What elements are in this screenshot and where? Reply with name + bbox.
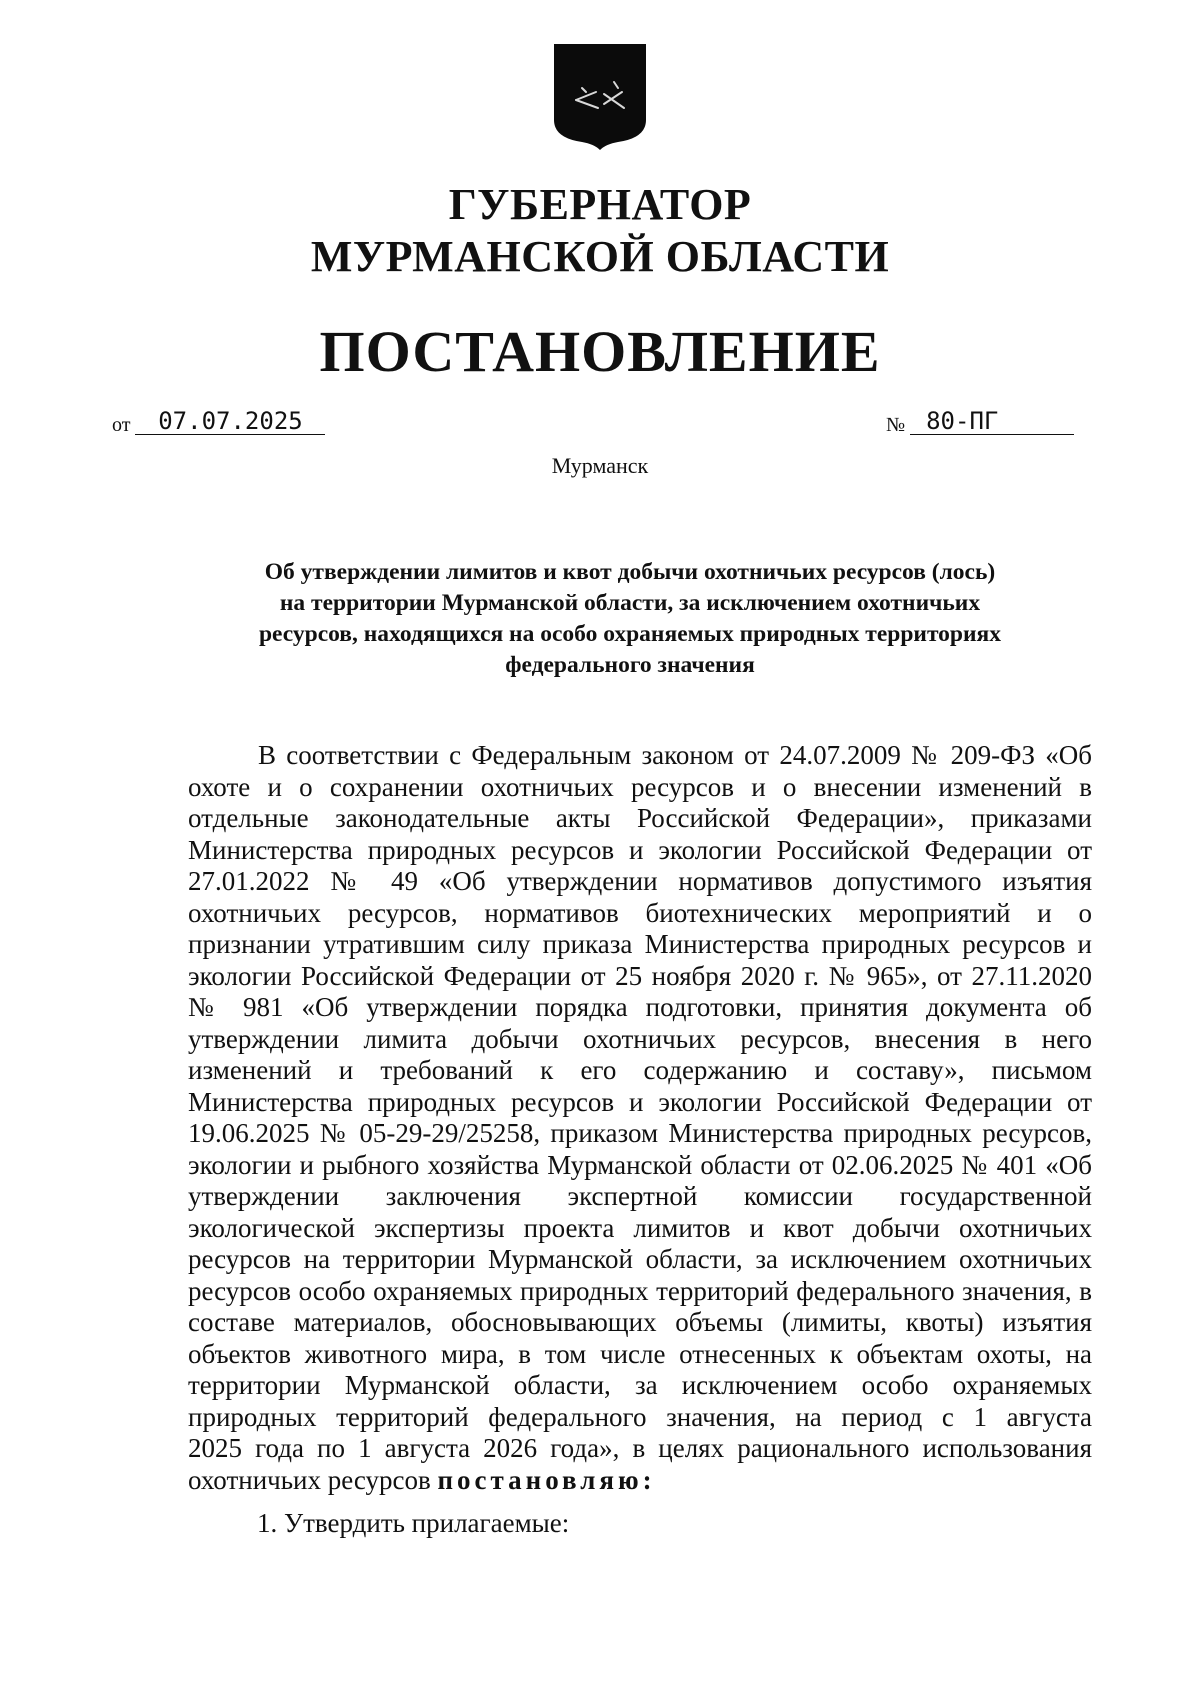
body-line: Министерства природных ресурсов и экологии Российской Федерации от <box>188 834 1092 865</box>
body-line: ресурсов на территории Мурманской области, за исключением охотничьих <box>188 1244 1092 1274</box>
number-field <box>886 408 1074 440</box>
body-line: утверждении заключения экспертной комиссии государственной <box>188 1181 1092 1211</box>
body-line: № 981 «Об утверждении порядка подготовки, принятия документа об <box>188 992 1092 1022</box>
coat-of-arms-emblem <box>552 42 648 152</box>
body-line: признании утратившим силу приказа Министерства природных ресурсов и <box>188 929 1092 959</box>
body-line: природных территорий федерального значения, на период с 1 августа <box>188 1401 1092 1432</box>
decree-word: постановляю: <box>437 1464 656 1495</box>
body-line: территории Мурманской области, за исключением особо охраняемых <box>188 1370 1092 1400</box>
subject-line: на территории Мурманской области, за исключением охотничьих <box>279 590 981 616</box>
body-line: охотничьих ресурсов, нормативов биотехнических мероприятий и о <box>188 897 1092 928</box>
document-type-title: ПОСТАНОВЛЕНИЕ <box>319 319 881 384</box>
shield-icon <box>552 42 648 152</box>
number-value: 80-ПГ <box>910 408 1074 435</box>
numbered-item-1: 1. Утвердить прилагаемые: <box>257 1508 570 1538</box>
body-line: 27.01.2022 № 49 «Об утверждении нормативов допустимого изъятия <box>188 866 1092 896</box>
body-line: 2025 года по 1 августа 2026 года», в целях рационального использования <box>188 1433 1092 1463</box>
subject-line: федерального значения <box>505 652 755 678</box>
subject-line: ресурсов, находящихся на особо охраняемых природных территориях <box>258 621 1002 647</box>
body-line-decree <box>188 1465 1092 1497</box>
document-subject-heading <box>180 557 1080 681</box>
body-line: утверждении лимита добычи охотничьих ресурсов, внесения в него <box>188 1023 1092 1054</box>
body-line: Министерства природных ресурсов и экологии Российской Федерации от <box>188 1086 1092 1117</box>
number-label: № <box>886 414 906 436</box>
document-body <box>188 740 1092 1496</box>
body-line: экологии и рыбного хозяйства Мурманской области от 02.06.2025 № 401 «Об <box>188 1149 1092 1180</box>
body-line: В соответствии с Федеральным законом от 24.07.2009 № 209-ФЗ «Об <box>258 740 1092 770</box>
subject-line: Об утверждении лимитов и квот добычи охотничьих ресурсов (лось) <box>264 559 996 585</box>
body-line: экологии Российской Федерации от 25 ноября 2020 г. № 965», от 27.11.2020 <box>188 960 1092 991</box>
body-line-prefix: охотничьих ресурсов <box>188 1464 438 1495</box>
body-line: составе материалов, обосновывающих объемы (лимиты, квоты) изъятия <box>188 1307 1092 1337</box>
body-line: ресурсов особо охраняемых природных территорий федерального значения, в <box>188 1275 1092 1306</box>
body-line: отдельные законодательные акты Российской Федерации», приказами <box>188 803 1092 833</box>
city-name: Мурманск <box>551 453 649 478</box>
body-line: изменений и требований к его содержанию и составу», письмом <box>188 1055 1092 1085</box>
body-line: объектов животного мира, в том числе отнесенных к объектам охоты, на <box>188 1338 1092 1369</box>
body-line: экологической экспертизы проекта лимитов и квот добычи охотничьих <box>188 1212 1092 1243</box>
date-field <box>112 408 325 440</box>
body-line: охоте и о сохранении охотничьих ресурсов и о внесении изменений в <box>188 771 1092 802</box>
authority-title-line1: ГУБЕРНАТОР <box>448 180 752 229</box>
date-value: 07.07.2025 <box>135 408 325 435</box>
date-label: от <box>112 414 131 436</box>
authority-title-line2: МУРМАНСКОЙ ОБЛАСТИ <box>310 232 890 281</box>
body-line: 19.06.2025 № 05-29-29/25258, приказом Министерства природных ресурсов, <box>188 1118 1092 1148</box>
